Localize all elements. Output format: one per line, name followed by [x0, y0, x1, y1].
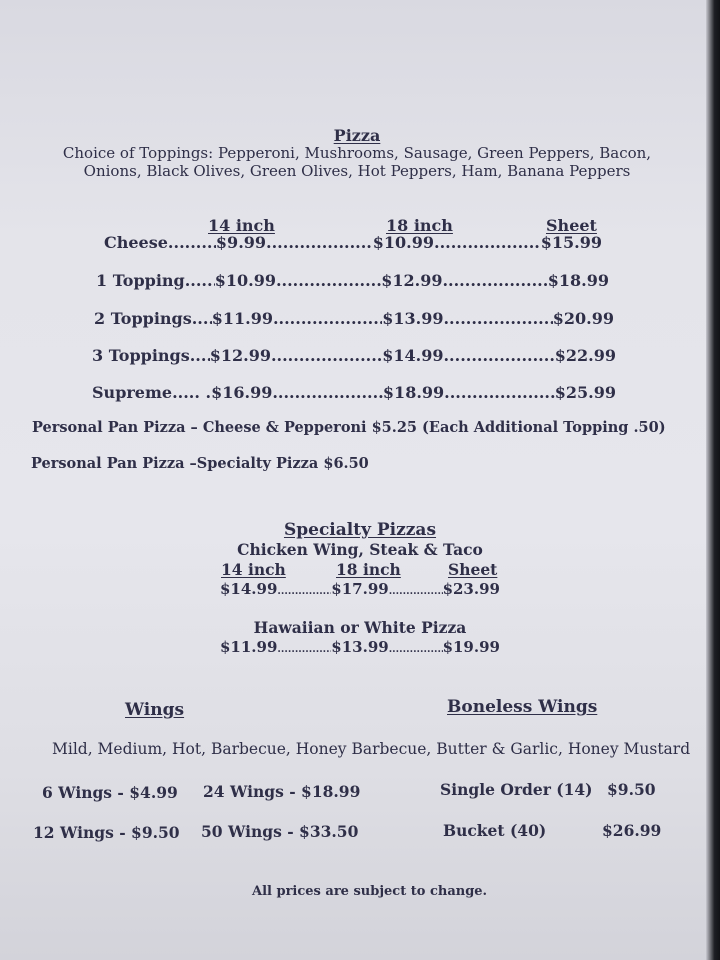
size-header-14: 14 inch	[208, 216, 275, 235]
price-14: $12.99	[209, 346, 271, 365]
specialty-subtitle: Chicken Wing, Steak & Taco	[237, 540, 483, 559]
personal-pan-line-2: Personal Pan Pizza –Specialty Pizza $6.50	[31, 455, 369, 472]
boneless-bucket-label: Bucket (40)	[443, 821, 547, 840]
price-14: $10.99	[214, 271, 276, 290]
size-header-18: 18 inch	[386, 216, 453, 235]
price-14: $14.99	[220, 580, 278, 598]
row-label: 1 Topping	[96, 271, 185, 290]
wing-flavors: Mild, Medium, Hot, Barbecue, Honey Barbecue, Butter & Garlic, Honey Mustard	[52, 740, 691, 758]
row-label: Supreme..... .	[92, 383, 212, 402]
price-14: $9.99	[215, 233, 267, 252]
price-14: $16.99	[211, 383, 273, 402]
price-sheet: $19.99	[442, 638, 500, 656]
wings-24: 24 Wings - $18.99	[203, 782, 361, 801]
price-sheet: $22.99	[554, 346, 616, 365]
price-row-cheese	[104, 233, 602, 252]
price-row-2-toppings	[94, 309, 614, 328]
wings-title: Wings	[125, 700, 185, 720]
row-label: 3 Toppings	[92, 346, 190, 365]
boneless-single-price: $9.50	[607, 780, 656, 799]
price-18: $18.99	[382, 383, 445, 402]
page-edge	[706, 0, 720, 960]
hawaiian-price-row	[220, 638, 500, 656]
price-18: $10.99	[372, 233, 435, 252]
toppings-line-2: Onions, Black Olives, Green Olives, Hot Peppers, Ham, Banana Peppers	[83, 162, 631, 180]
price-sheet: $20.99	[552, 309, 614, 328]
row-label: 2 Toppings	[94, 309, 192, 328]
pizza-title: Pizza	[333, 126, 381, 145]
price-18: $13.99	[331, 638, 389, 656]
price-sheet: $23.99	[442, 580, 500, 598]
wings-50: 50 Wings - $33.50	[201, 822, 359, 841]
price-disclaimer: All prices are subject to change.	[252, 884, 488, 899]
price-14: $11.99	[220, 638, 278, 656]
size-header-sheet: Sheet	[546, 216, 597, 235]
price-18: $17.99	[331, 580, 389, 598]
specialty-title: Specialty Pizzas	[283, 520, 437, 540]
wings-6: 6 Wings - $4.99	[42, 783, 178, 802]
boneless-single-label: Single Order (14)	[440, 780, 593, 799]
price-18: $14.99	[382, 346, 444, 365]
price-18: $12.99	[381, 271, 443, 290]
price-18: $13.99	[382, 309, 444, 328]
price-14: $11.99	[211, 309, 273, 328]
boneless-bucket-price: $26.99	[602, 821, 662, 840]
price-row-3-toppings	[92, 346, 616, 365]
toppings-line-1: Choice of Toppings: Pepperoni, Mushrooms, Sausage, Green Peppers, Bacon,	[62, 144, 652, 162]
price-sheet: $15.99	[540, 233, 602, 252]
row-label: Cheese	[104, 233, 168, 252]
hawaiian-title: Hawaiian or White Pizza	[253, 618, 467, 637]
price-sheet: $25.99	[554, 383, 616, 402]
personal-pan-line-1: Personal Pan Pizza – Cheese & Pepperoni $5.25 (Each Additional Topping .50)	[32, 419, 666, 436]
wings-12: 12 Wings - $9.50	[33, 823, 180, 842]
price-row-supreme	[92, 383, 616, 402]
price-sheet: $18.99	[547, 271, 609, 290]
specialty-size-sheet: Sheet	[448, 560, 498, 579]
price-row-1-topping	[96, 271, 609, 290]
boneless-wings-title: Boneless Wings	[447, 697, 598, 717]
specialty-size-14: 14 inch	[221, 560, 286, 579]
specialty-price-row	[220, 580, 500, 598]
specialty-size-18: 18 inch	[336, 560, 401, 579]
